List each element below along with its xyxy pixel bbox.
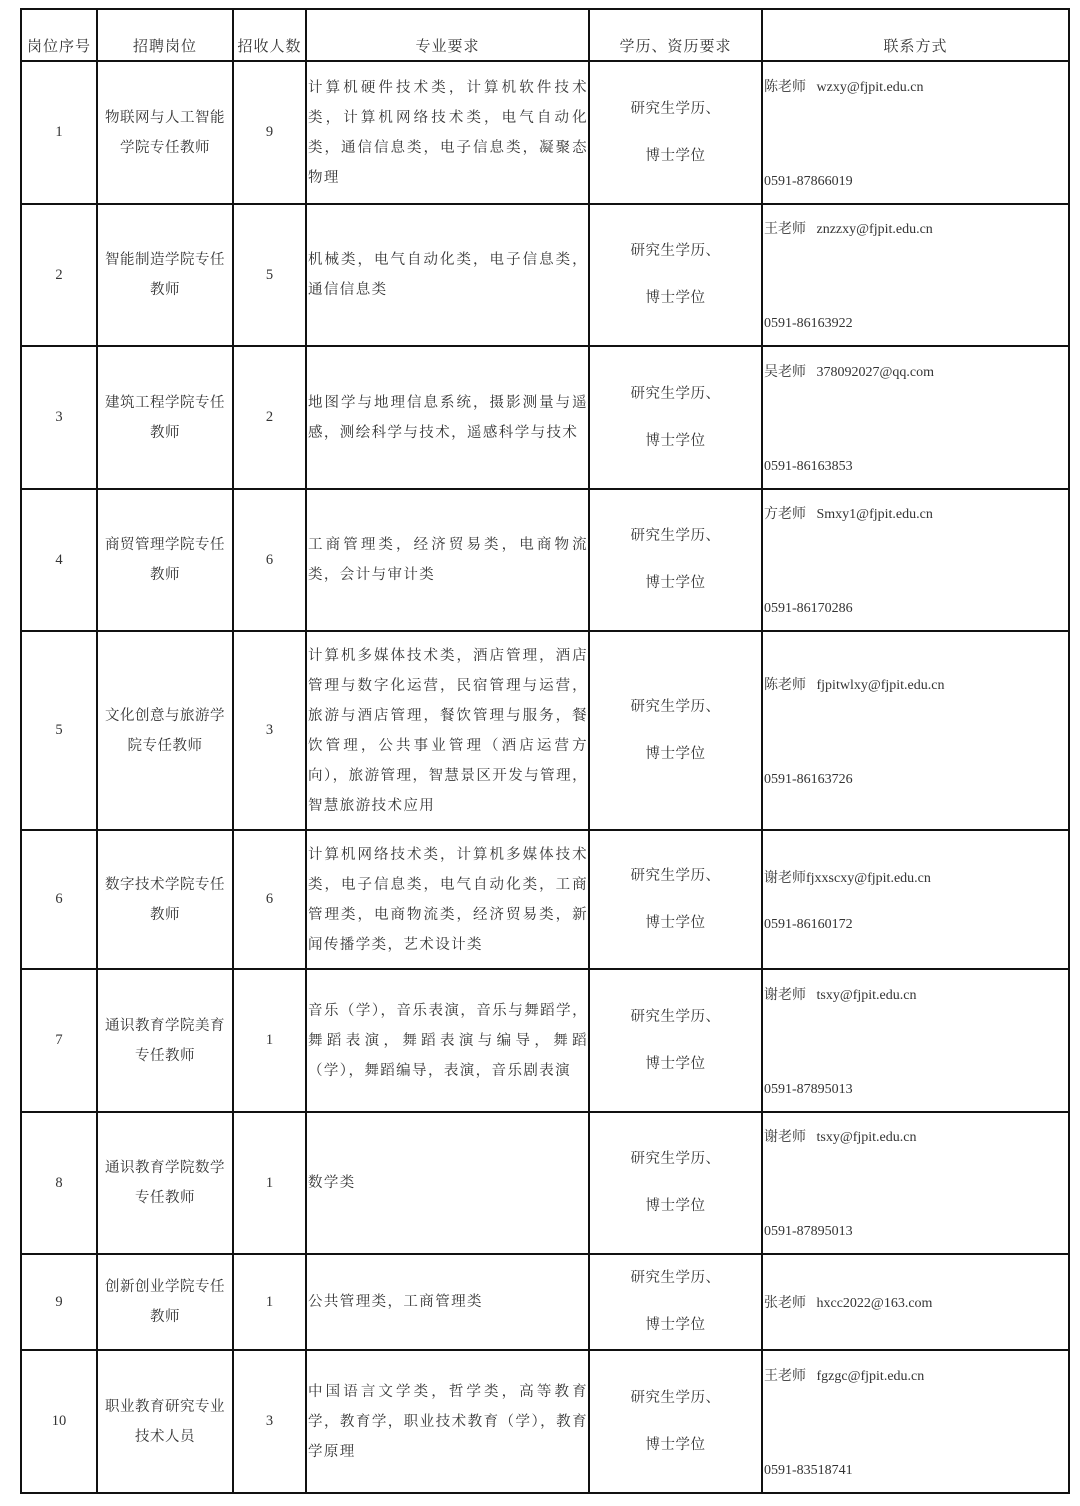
contact-phone: 0591-86170286 [764,601,853,616]
header-contact: 联系方式 [762,9,1069,61]
contact-name: 吴老师 [764,364,806,380]
recruitment-table [20,8,1070,1494]
contact-phone: 0591-86163853 [764,458,853,474]
table-row [21,489,1069,631]
table-row [21,1350,1069,1493]
contact-name: 谢老师 [764,1130,806,1145]
education-cell [589,631,762,830]
position-cell: 商贸管理学院专任教师 [97,489,233,631]
contact-name: 方老师 [764,507,806,522]
contact-cell [762,1350,1069,1493]
contact-email[interactable]: wzxy@fjpit.edu.cn [816,79,924,95]
major-cell: 机械类，电气自动化类，电子信息类，通信信息类 [306,204,589,346]
seq-cell: 5 [21,631,97,830]
table-row [21,969,1069,1112]
seq-cell: 8 [21,1112,97,1254]
contact-cell [762,969,1069,1112]
education-degree: 研究生学历、 [630,100,721,117]
count-cell: 6 [233,830,306,969]
count-cell: 3 [233,1350,306,1493]
education-cell [589,969,762,1112]
position-cell: 文化创意与旅游学院专任教师 [97,631,233,830]
contact-email[interactable]: fgzgc@fjpit.edu.cn [816,1368,925,1384]
contact-phone: 0591-86163726 [764,771,853,787]
table-row [21,204,1069,346]
table-row [21,1254,1069,1350]
seq-cell: 10 [21,1350,97,1493]
major-cell: 公共管理类，工商管理类 [306,1254,589,1350]
header-count: 招收人数 [233,9,306,61]
count-cell: 1 [233,1254,306,1350]
seq-cell: 4 [21,489,97,631]
seq-cell: 6 [21,830,97,969]
education-level: 博士学位 [645,1436,706,1453]
education-level: 博士学位 [645,914,706,931]
education-cell [589,61,762,204]
position-cell: 智能制造学院专任教师 [97,204,233,346]
count-cell: 3 [233,631,306,830]
contact-cell [762,830,1069,969]
education-level: 博士学位 [645,147,706,164]
major-cell: 音乐（学），音乐表演，音乐与舞蹈学，舞蹈表演，舞蹈表演与编导，舞蹈（学），舞蹈编导，表演，音乐剧表演 [306,969,589,1112]
contact-name: 陈老师 [764,79,806,95]
education-level: 博士学位 [645,1198,706,1214]
contact-name: 王老师 [764,1368,806,1384]
seq-cell: 1 [21,61,97,204]
education-degree: 研究生学历、 [630,1151,721,1167]
contact-email[interactable]: hxcc2022@163.com [816,1296,933,1311]
education-cell [589,830,762,969]
contact-phone: 0591-86163922 [764,316,853,331]
position-cell: 职业教育研究专业技术人员 [97,1350,233,1493]
seq-cell: 9 [21,1254,97,1350]
contact-email[interactable]: fjxxscxy@fjpit.edu.cn [806,870,931,886]
count-cell: 1 [233,1112,306,1254]
education-degree: 研究生学历、 [630,1389,721,1406]
education-degree: 研究生学历、 [630,1270,721,1286]
header-seq: 岗位序号 [21,9,97,61]
count-cell: 6 [233,489,306,631]
header-education: 学历、资历要求 [589,9,762,61]
education-degree: 研究生学历、 [630,528,721,544]
count-cell: 2 [233,346,306,489]
education-cell [589,346,762,489]
contact-name: 张老师 [764,1296,806,1311]
education-degree: 研究生学历、 [630,698,721,715]
count-cell: 9 [233,61,306,204]
position-cell: 数字技术学院专任教师 [97,830,233,969]
contact-phone: 0591-87895013 [764,1224,853,1239]
education-level: 博士学位 [645,1055,706,1072]
seq-cell: 3 [21,346,97,489]
education-level: 博士学位 [645,745,706,762]
header-position: 招聘岗位 [97,9,233,61]
education-level: 博士学位 [645,432,706,449]
major-cell: 地图学与地理信息系统，摄影测量与遥感，测绘科学与技术，遥感科学与技术 [306,346,589,489]
contact-name: 谢老师 [764,987,806,1003]
major-cell: 中国语言文学类，哲学类，高等教育学，教育学，职业技术教育（学），教育学原理 [306,1350,589,1493]
major-cell: 计算机多媒体技术类，酒店管理，酒店管理与数字化运营，民宿管理与运营，旅游与酒店管理，餐饮管理与服务，餐饮管理，公共事业管理（酒店运营方向），旅游管理，智慧景区开发与管理，智慧旅游技术应用 [306,631,589,830]
seq-cell: 7 [21,969,97,1112]
contact-name: 谢老师 [764,870,806,886]
header-row [21,9,1069,61]
contact-cell [762,204,1069,346]
position-cell: 创新创业学院专任教师 [97,1254,233,1350]
contact-name: 陈老师 [764,677,806,693]
education-level: 博士学位 [645,1317,706,1333]
contact-email[interactable]: 378092027@qq.com [816,364,934,380]
header-major: 专业要求 [306,9,589,61]
education-degree: 研究生学历、 [630,385,721,402]
education-cell [589,1112,762,1254]
contact-cell [762,631,1069,830]
contact-email[interactable]: znzzxy@fjpit.edu.cn [816,222,933,237]
major-cell: 工商管理类，经济贸易类，电商物流类，会计与审计类 [306,489,589,631]
education-degree: 研究生学历、 [630,243,721,259]
major-cell: 计算机硬件技术类，计算机软件技术类，计算机网络技术类，电气自动化类，通信信息类，电子信息类，凝聚态物理 [306,61,589,204]
education-degree: 研究生学历、 [630,1008,721,1025]
education-cell [589,1254,762,1350]
education-cell [589,489,762,631]
contact-email[interactable]: tsxy@fjpit.edu.cn [816,987,917,1003]
major-cell: 计算机网络技术类，计算机多媒体技术类，电子信息类，电气自动化类，工商管理类，电商物流类，经济贸易类，新闻传播学类，艺术设计类 [306,830,589,969]
education-cell [589,1350,762,1493]
position-cell: 物联网与人工智能学院专任教师 [97,61,233,204]
education-cell [589,204,762,346]
position-cell: 通识教育学院美育专任教师 [97,969,233,1112]
contact-phone: 0591-86160172 [764,916,853,932]
table-row [21,830,1069,969]
count-cell: 5 [233,204,306,346]
contact-cell [762,1112,1069,1254]
contact-phone: 0591-87866019 [764,173,853,189]
table-row [21,631,1069,830]
contact-email[interactable]: fjpitwlxy@fjpit.edu.cn [816,677,945,693]
contact-name: 王老师 [764,222,806,237]
seq-cell: 2 [21,204,97,346]
count-cell: 1 [233,969,306,1112]
contact-email[interactable]: Smxy1@fjpit.edu.cn [816,507,933,522]
education-degree: 研究生学历、 [630,867,721,884]
contact-phone: 0591-83518741 [764,1462,853,1478]
contact-cell [762,346,1069,489]
table-row [21,61,1069,204]
major-cell: 数学类 [306,1112,589,1254]
position-cell: 建筑工程学院专任教师 [97,346,233,489]
position-cell: 通识教育学院数学专任教师 [97,1112,233,1254]
education-level: 博士学位 [645,290,706,306]
table-row [21,346,1069,489]
table-row [21,1112,1069,1254]
contact-cell [762,1254,1069,1350]
contact-cell [762,489,1069,631]
contact-cell [762,61,1069,204]
education-level: 博士学位 [645,575,706,591]
contact-phone: 0591-87895013 [764,1081,853,1097]
contact-email[interactable]: tsxy@fjpit.edu.cn [816,1130,917,1145]
